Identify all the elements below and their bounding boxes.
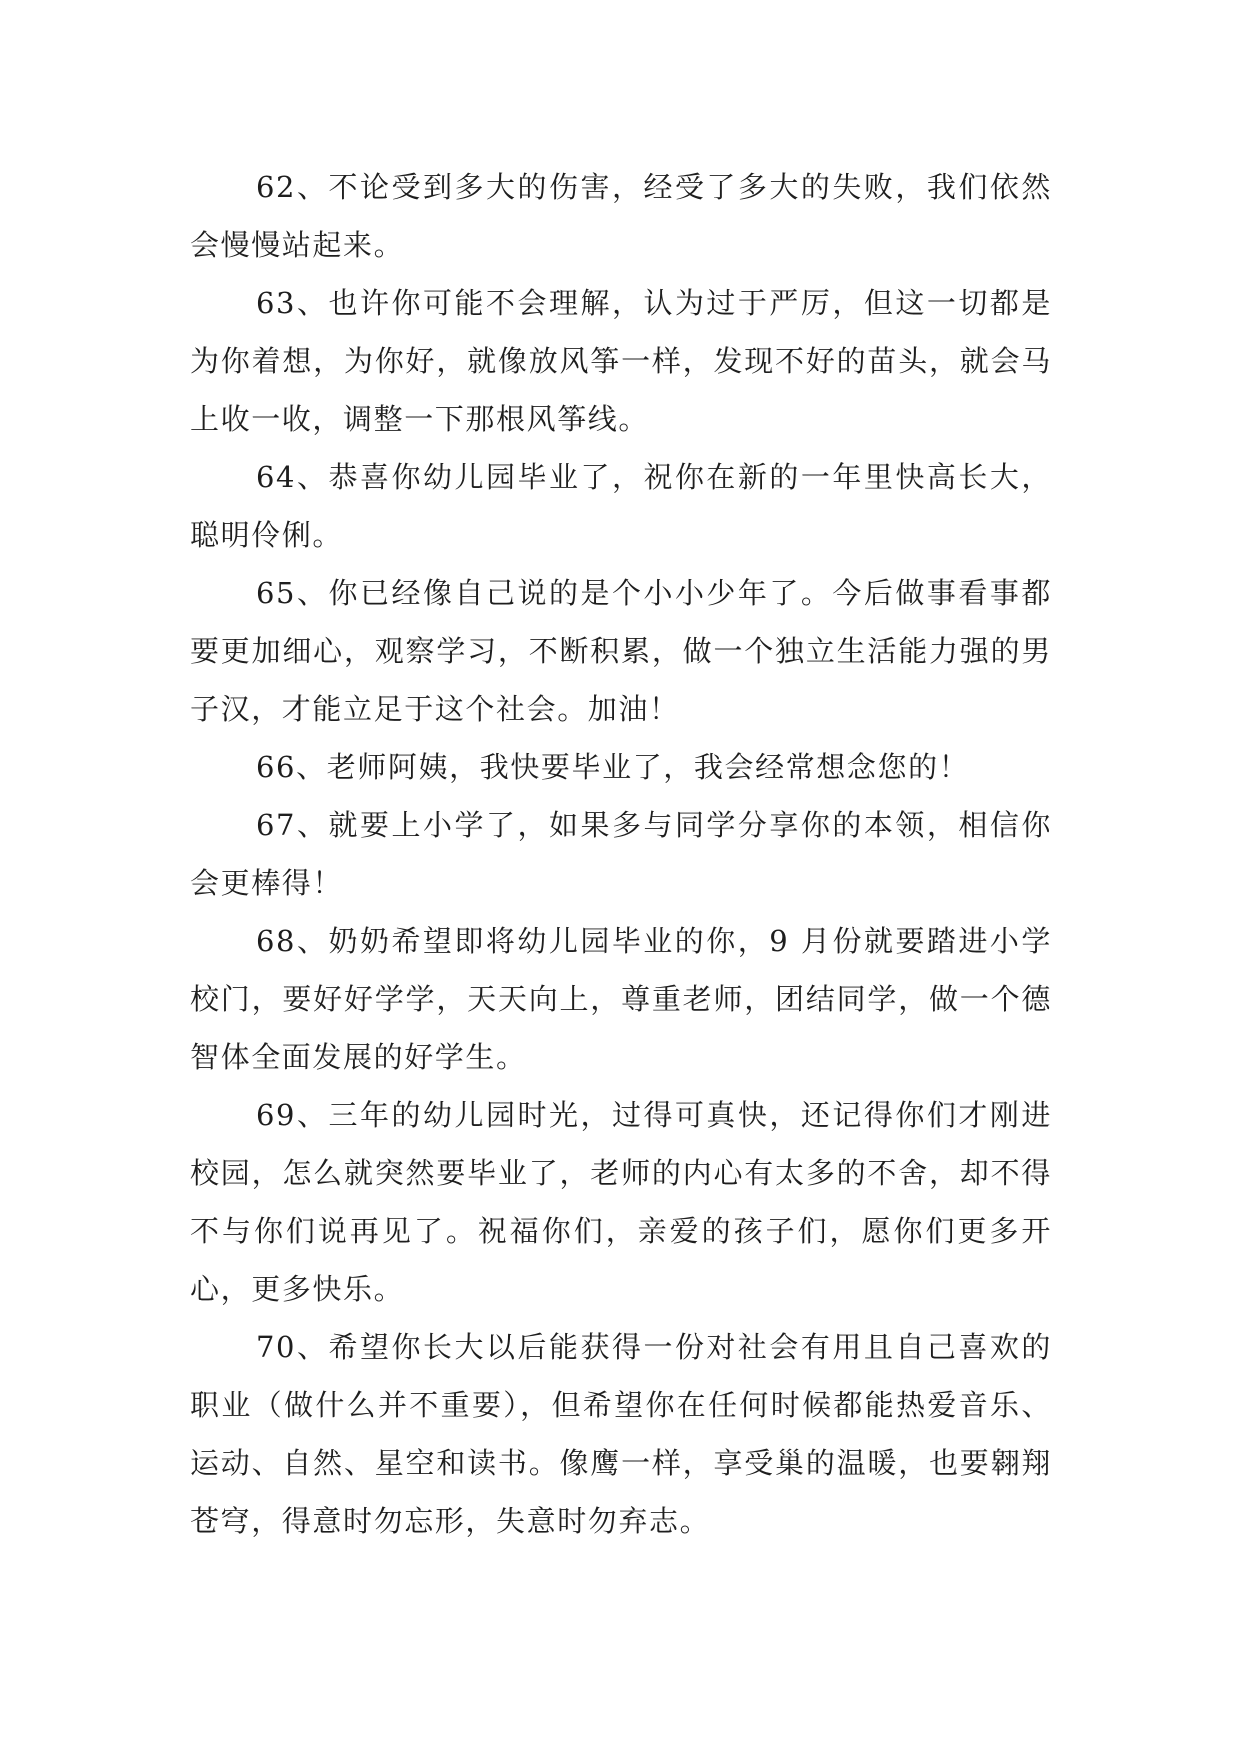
paragraph-62: 62、不论受到多大的伤害，经受了多大的失败，我们依然会慢慢站起来。 — [190, 170, 1052, 262]
paragraph-68: 68、奶奶希望即将幼儿园毕业的你，9 月份就要踏进小学校门，要好好学学，天天向上，尊重老师，团结同学，做一个德智体全面发展的好学生。 — [190, 924, 1052, 1074]
paragraph-66: 66、老师阿姨，我快要毕业了，我会经常想念您的！ — [256, 750, 970, 784]
paragraph-69: 69、三年的幼儿园时光，过得可真快，还记得你们才刚进校园，怎么就突然要毕业了，老师的内心有太多的不舍，却不得不与你们说再见了。祝福你们，亲爱的孩子们，愿你们更多开心，更多快乐。 — [190, 1098, 1052, 1306]
paragraph-70: 70、希望你长大以后能获得一份对社会有用且自己喜欢的职业（做什么并不重要），但希望你在任何时候都能热爱音乐、运动、自然、星空和读书。像鹰一样，享受巢的温暖，也要翱翔苍穹，得意时勿忘形，失意时勿弃志。 — [190, 1330, 1052, 1538]
paragraph-63: 63、也许你可能不会理解，认为过于严厉，但这一切都是为你着想，为你好，就像放风筝一样，发现不好的苗头，就会马上收一收，调整一下那根风筝线。 — [190, 286, 1052, 436]
document-body — [190, 158, 1052, 1550]
paragraph-64: 64、恭喜你幼儿园毕业了，祝你在新的一年里快高长大，聪明伶俐。 — [190, 460, 1052, 552]
paragraph-65: 65、你已经像自己说的是个小小少年了。今后做事看事都要更加细心，观察学习，不断积累，做一个独立生活能力强的男子汉，才能立足于这个社会。加油！ — [190, 576, 1052, 726]
paragraph-67: 67、就要上小学了，如果多与同学分享你的本领，相信你会更棒得！ — [190, 808, 1052, 900]
